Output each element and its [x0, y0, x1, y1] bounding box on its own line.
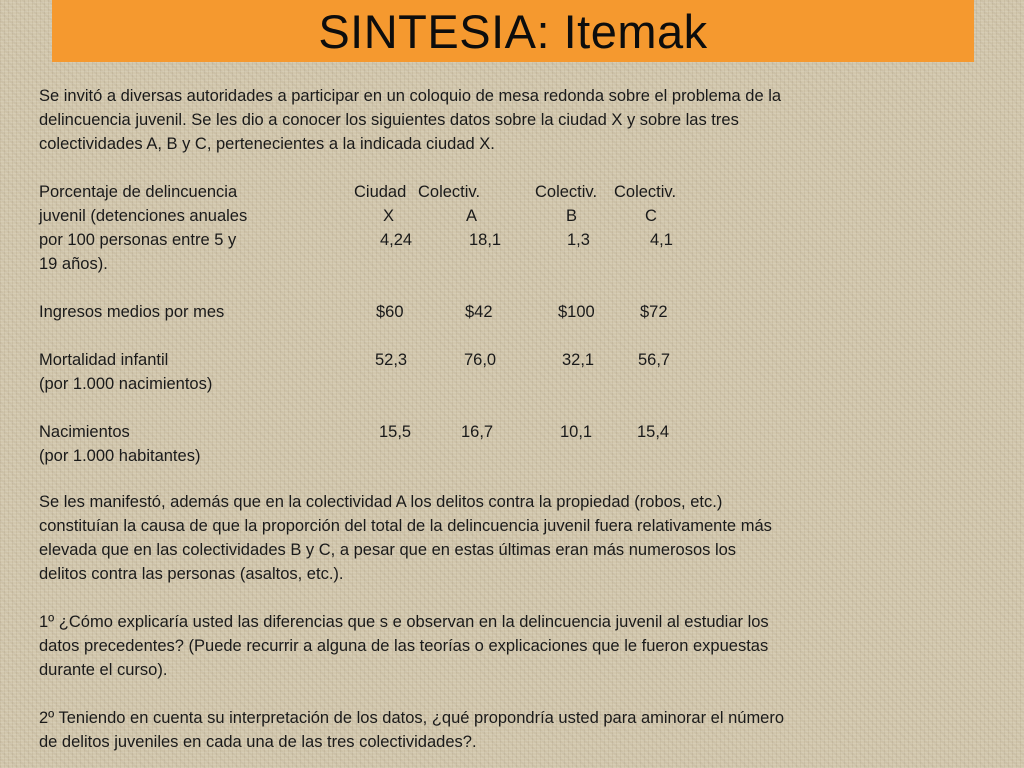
row-label: Ingresos medios por mes: [39, 303, 225, 321]
paragraph-line: Se les manifestó, además que en la colectividad A los delitos contra la propiedad (robos, etc.): [39, 493, 723, 511]
paragraph-line: delitos contra las personas (asaltos, etc.).: [39, 565, 344, 583]
header-c: C: [645, 207, 657, 225]
row-label: (por 1.000 habitantes): [39, 447, 201, 465]
cell-value: 52,3: [375, 351, 408, 369]
cell-value: 10,1: [560, 423, 593, 441]
cell-value: 56,7: [638, 351, 671, 369]
cell-value: 4,24: [380, 231, 413, 249]
cell-value: $100: [558, 303, 595, 321]
row-label: por 100 personas entre 5 y: [39, 231, 237, 249]
header-a: A: [466, 207, 478, 225]
question-line: datos precedentes? (Puede recurrir a alguna de las teorías o explicaciones que le fueron expuestas: [39, 637, 769, 655]
cell-value: 1,3: [567, 231, 590, 249]
row-label: Nacimientos: [39, 423, 130, 441]
cell-value: 15,4: [637, 423, 670, 441]
intro-line: Se invitó a diversas autoridades a participar en un coloquio de mesa redonda sobre el problema de la: [39, 87, 782, 105]
paragraph-line: constituían la causa de que la proporción del total de la delincuencia juvenil fuera relativamente más: [39, 517, 772, 535]
cell-value: 15,5: [379, 423, 412, 441]
intro-line: colectividades A, B y C, pertenecientes a la indicada ciudad X.: [39, 135, 495, 153]
row-label: (por 1.000 nacimientos): [39, 375, 213, 393]
header-colectiv-b: Colectiv.: [535, 183, 598, 201]
cell-value: 32,1: [562, 351, 595, 369]
paragraph-line: elevada que en las colectividades B y C, a pesar que en estas últimas eran más numerosos los: [39, 541, 737, 559]
row-label: Porcentaje de delincuencia: [39, 183, 238, 201]
header-ciudad: Ciudad: [354, 183, 407, 201]
header-colectiv-c: Colectiv.: [614, 183, 677, 201]
question-line: 2º Teniendo en cuenta su interpretación de los datos, ¿qué propondría usted para aminorar el número: [39, 709, 785, 727]
cell-value: 18,1: [469, 231, 502, 249]
title-banner: [52, 0, 974, 62]
header-b: B: [566, 207, 578, 225]
cell-value: 76,0: [464, 351, 497, 369]
cell-value: $72: [640, 303, 668, 321]
header-colectiv-a: Colectiv.: [418, 183, 481, 201]
row-label: 19 años).: [39, 255, 108, 273]
slide-title: SINTESIA: Itemak: [318, 4, 708, 58]
row-label: Mortalidad infantil: [39, 351, 169, 369]
header-x: X: [383, 207, 395, 225]
intro-line: delincuencia juvenil. Se les dio a conocer los siguientes datos sobre la ciudad X y sobre las tres: [39, 111, 739, 129]
row-label: juvenil (detenciones anuales: [39, 207, 248, 225]
question-line: de delitos juveniles en cada una de las tres colectividades?.: [39, 733, 477, 751]
cell-value: 4,1: [650, 231, 673, 249]
cell-value: 16,7: [461, 423, 494, 441]
cell-value: $60: [376, 303, 404, 321]
question-line: durante el curso).: [39, 661, 168, 679]
cell-value: $42: [465, 303, 493, 321]
question-line: 1º ¿Cómo explicaría usted las diferencias que s e observan en la delincuencia juvenil al estudiar los: [39, 613, 769, 631]
